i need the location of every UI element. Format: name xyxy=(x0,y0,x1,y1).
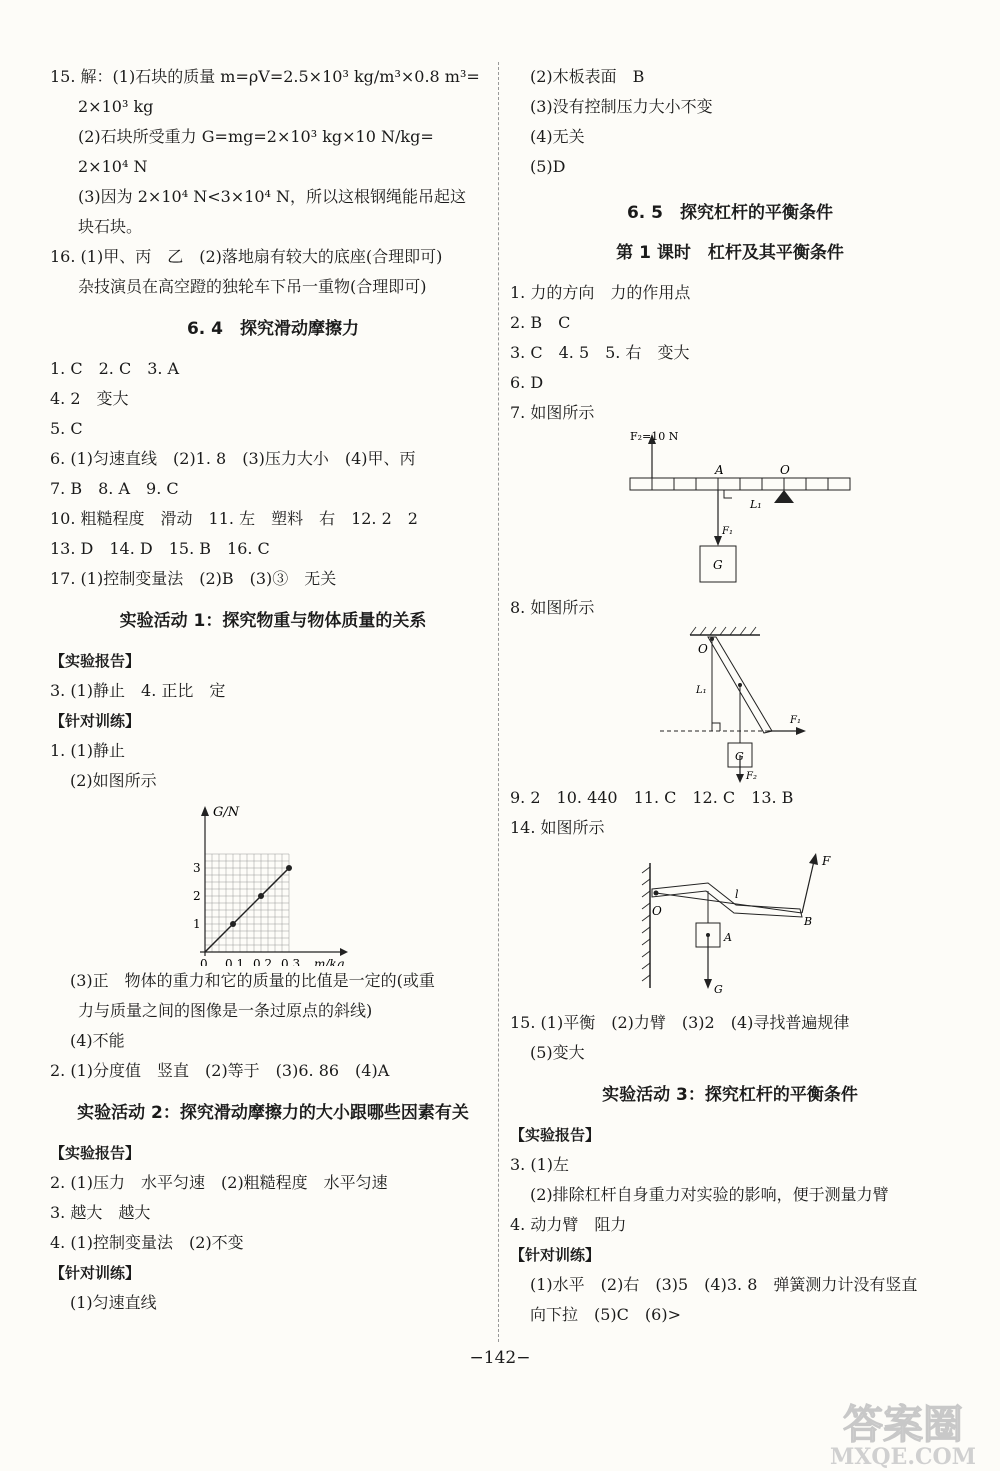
act1-t3a: (3)正 物体的重力和它的质量的比值是一定的(或重 xyxy=(70,971,435,990)
column-divider xyxy=(498,62,499,1342)
answer-6-4-line-6: 10. 粗糙程度 滑动 11. 左 塑料 右 12. 2 2 xyxy=(50,509,418,528)
q15-line4: 2×10⁴ N xyxy=(78,157,148,176)
q15-line1: 15. 解：(1)石块的质量 m=ρV=2.5×10³ kg/m³×0.8 m³= xyxy=(50,67,480,86)
data-point xyxy=(286,865,292,871)
data-point xyxy=(258,893,264,899)
figure-7 xyxy=(510,428,950,593)
f-label-14: F xyxy=(822,854,831,868)
act2-line-3: 4. (1)控制变量法 (2)不变 xyxy=(50,1233,244,1252)
watermark-text: 答案圈 xyxy=(843,1401,963,1448)
figure-8-svg xyxy=(510,623,950,783)
right-column xyxy=(510,62,950,1330)
act2-report-lines xyxy=(50,1168,496,1258)
answer-6-5-line-3: 3. C 4. 5 5. 右 变大 xyxy=(510,343,690,362)
section-6-4-title: 6. 4 探究滑动摩擦力 xyxy=(186,319,360,339)
right-top-line-1: (2)木板表面 B xyxy=(530,67,645,86)
left-column xyxy=(50,62,496,1318)
answer-6-5-line-4: 6. D xyxy=(510,373,544,392)
q15-right-a: 15. (1)平衡 (2)力臂 (3)2 (4)寻找普遍规律 xyxy=(510,1013,850,1032)
act3-r3: 4. 动力臂 阻力 xyxy=(510,1215,627,1234)
training-tag-2: 【针对训练】 xyxy=(50,1264,141,1282)
answer-6-4-line-8: 17. (1)控制变量法 (2)B (3)③ 无关 xyxy=(50,569,337,588)
section-6-4-answers xyxy=(50,354,496,594)
report-tag-1: 【实验报告】 xyxy=(50,652,141,670)
answer-6-4-line-4: 6. (1)匀速直线 (2)1. 8 (3)压力大小 (4)甲、丙 xyxy=(50,449,416,468)
q15-line3: (2)石块所受重力 G=mg=2×10³ kg×10 N/kg= xyxy=(78,127,434,146)
answer-6-5-line-1: 1. 力的方向 力的作用点 xyxy=(510,283,691,302)
page-number: −142− xyxy=(469,1348,531,1368)
right-top-answers xyxy=(510,62,950,182)
act2-line-1: 2. (1)压力 水平匀速 (2)粗糙程度 水平匀速 xyxy=(50,1173,388,1192)
y-tick-label: 1 xyxy=(193,917,201,931)
a-label-14: A xyxy=(724,931,732,944)
figure-8 xyxy=(510,623,950,783)
act2-t1: (1)匀速直线 xyxy=(70,1293,157,1312)
q15-line5: (3)因为 2×10⁴ N<3×10⁴ N，所以这根钢绳能吊起这 xyxy=(78,187,467,206)
training-tag-1: 【针对训练】 xyxy=(50,712,141,730)
activity-1-title: 实验活动 1：探究物重与物体质量的关系 xyxy=(119,611,427,631)
answer-6-4-line-7: 13. D 14. D 15. B 16. C xyxy=(50,539,270,558)
answer-6-4-line-5: 7. B 8. A 9. C xyxy=(50,479,179,498)
f1-label-8: F₁ xyxy=(790,715,801,726)
y-axis-label: G/N xyxy=(213,805,240,820)
q16-line1: 16. (1)甲、丙 乙 (2)落地扇有较大的底座(合理即可) xyxy=(50,247,443,266)
q16-line2: 杂技演员在高空蹬的独轮车下吊一重物(合理即可) xyxy=(78,277,427,296)
act3-t1: (1)水平 (2)右 (3)5 (4)3. 8 弹簧测力计没有竖直 xyxy=(530,1275,918,1294)
fulcrum xyxy=(774,490,794,503)
act1-t1: 1. (1)静止 xyxy=(50,741,126,760)
origin-label: 0 xyxy=(200,957,208,966)
g-label-8: G xyxy=(735,750,744,763)
act3-t2: 向下拉 (5)C (6)> xyxy=(530,1305,681,1324)
l-label-14: l xyxy=(735,888,739,901)
right-top-line-3: (4)无关 xyxy=(530,127,585,146)
q9-13: 9. 2 10. 440 11. C 12. C 13. B xyxy=(510,788,794,807)
act1-report-line: 3. (1)静止 4. 正比 定 xyxy=(50,681,226,700)
right-top-line-2: (3)没有控制压力大小不变 xyxy=(530,97,713,116)
report-tag-2: 【实验报告】 xyxy=(50,1144,141,1162)
f-arrow xyxy=(802,861,814,913)
report-tag-3: 【实验报告】 xyxy=(510,1126,601,1144)
answer-6-4-line-3: 5. C xyxy=(50,419,83,438)
activity-2-title: 实验活动 2：探究滑动摩擦力的大小跟哪些因素有关 xyxy=(77,1103,469,1123)
x-axis-arrow xyxy=(340,948,348,956)
o-label-8: O xyxy=(698,642,708,656)
y-tick-label: 3 xyxy=(193,861,201,875)
q14: 14. 如图所示 xyxy=(510,818,605,837)
x-tick-label: 0.3 xyxy=(281,957,301,966)
data-point xyxy=(230,921,236,927)
f1-label: F₁ xyxy=(722,526,733,537)
graph-grid xyxy=(205,854,289,952)
o-label: O xyxy=(780,463,790,477)
watermark-logo xyxy=(818,1394,988,1468)
activity-3-title: 实验活动 3：探究杠杆的平衡条件 xyxy=(602,1085,858,1105)
answer-6-5-line-2: 2. B C xyxy=(510,313,571,332)
l1-label: L₁ xyxy=(750,498,762,511)
watermark-url: MXQE.COM xyxy=(829,1444,977,1468)
q15-line6: 块石块。 xyxy=(78,217,143,236)
l1-label-8: L₁ xyxy=(696,685,707,696)
answer-6-5-line-5: 7. 如图所示 xyxy=(510,403,595,422)
act1-t4: (4)不能 xyxy=(70,1031,125,1050)
q15-right-b: (5)变大 xyxy=(530,1043,585,1062)
figure-14 xyxy=(510,843,950,1008)
answer-6-4-line-1: 1. C 2. C 3. A xyxy=(50,359,180,378)
section-6-5-title: 6. 5 探究杠杆的平衡条件 xyxy=(626,203,834,223)
g-m-graph-svg xyxy=(50,796,496,966)
act2-line-2: 3. 越大 越大 xyxy=(50,1203,151,1222)
f2-label: F₂=10 N xyxy=(630,430,679,443)
act1-t2: (2)如图所示 xyxy=(70,771,157,790)
q15-line2: 2×10³ kg xyxy=(78,97,154,116)
a-label: A xyxy=(715,463,724,477)
figure-14-svg xyxy=(510,843,950,1008)
y-axis-arrow xyxy=(201,806,209,816)
x-axis-label: m/kg xyxy=(314,957,345,966)
o-label-14: O xyxy=(652,904,662,918)
q8: 8. 如图所示 xyxy=(510,598,595,617)
bent-lever xyxy=(652,883,802,917)
x-tick-label: 0.2 xyxy=(253,957,273,966)
figure-7-svg xyxy=(510,428,950,593)
graph-ticks xyxy=(193,861,300,966)
section-6-5-answers xyxy=(510,278,950,428)
training-tag-3: 【针对训练】 xyxy=(510,1246,601,1264)
l-arm xyxy=(656,893,802,913)
act1-t5: 2. (1)分度值 竖直 (2)等于 (3)6. 86 (4)A xyxy=(50,1061,390,1080)
y-tick-label: 2 xyxy=(193,889,201,903)
x-tick-label: 0.1 xyxy=(225,957,245,966)
answer-6-4-line-2: 4. 2 变大 xyxy=(50,389,129,408)
lesson-1-title: 第 1 课时 杠杆及其平衡条件 xyxy=(616,243,844,263)
act3-r1: 3. (1)左 xyxy=(510,1155,570,1174)
g-label: G xyxy=(713,558,723,572)
g-m-graph xyxy=(50,796,496,966)
act3-r2: (2)排除杠杆自身重力对实验的影响，便于测量力臂 xyxy=(530,1185,889,1204)
f2-label-8: F₂ xyxy=(746,771,757,782)
right-top-line-4: (5)D xyxy=(530,157,566,176)
act1-t3b: 力与质量之间的图像是一条过原点的斜线) xyxy=(78,1001,373,1020)
g-label-14: G xyxy=(714,983,723,996)
b-label-14: B xyxy=(804,915,813,928)
